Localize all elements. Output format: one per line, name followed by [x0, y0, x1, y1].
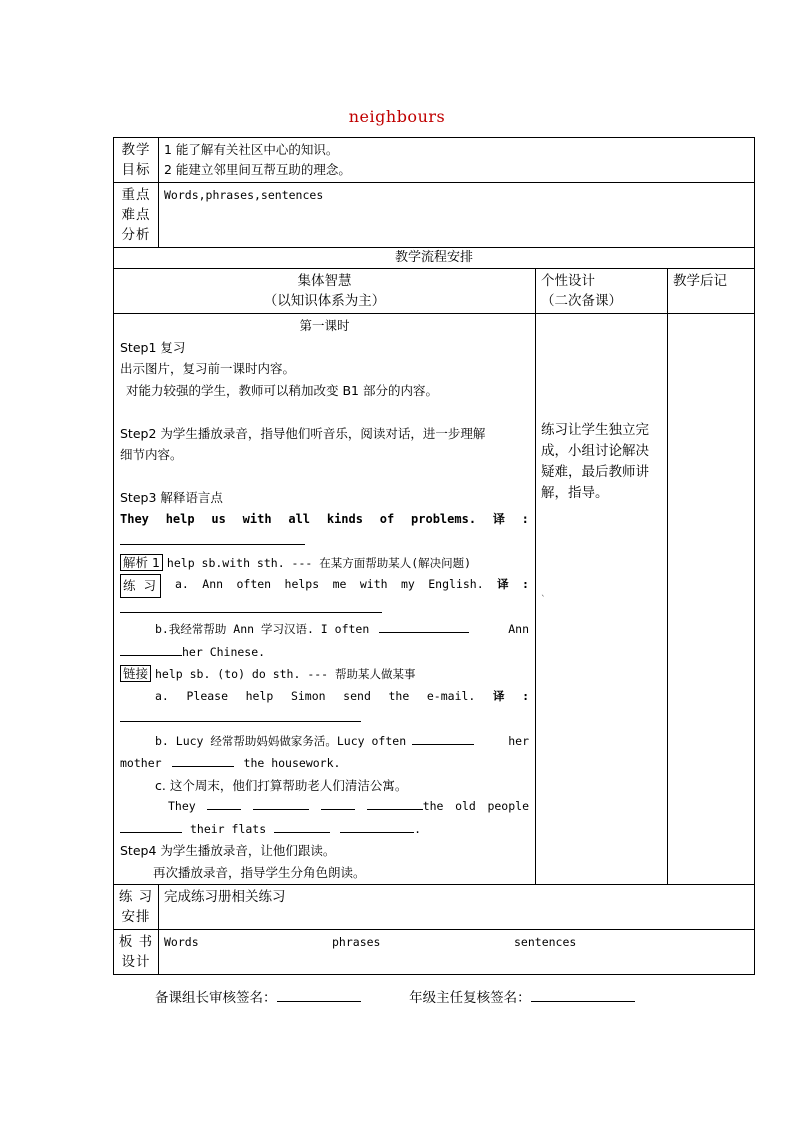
- note-line: 练习让学生独立完: [541, 422, 649, 438]
- word: Simon: [290, 688, 326, 703]
- grade-leader-label: 年级主任复核签名：: [409, 990, 531, 1006]
- link-c-word: They: [168, 799, 196, 813]
- individual-notes: [536, 314, 668, 885]
- link-b-line2: [120, 752, 529, 775]
- objectives-label: [114, 138, 159, 183]
- note-line: 疑难，最后教师讲: [541, 464, 649, 480]
- collective-title: 集体智慧: [297, 273, 352, 289]
- answer-blank: [120, 530, 529, 552]
- lesson-plan-table: [113, 137, 755, 975]
- board-item: Words: [164, 935, 199, 949]
- label-line: 设计: [121, 954, 151, 970]
- practice-a-line: [120, 574, 529, 598]
- lesson-content: [114, 314, 536, 885]
- analysis-line: [120, 552, 529, 575]
- lesson-body-row: [114, 314, 755, 885]
- word: help: [245, 688, 274, 703]
- word: send: [343, 688, 371, 703]
- difficulties-content: Words,phrases,sentences: [159, 183, 755, 248]
- word: :: [521, 511, 529, 526]
- word: Ann: [202, 577, 224, 591]
- link-b-line: [120, 731, 529, 753]
- link-line: [120, 663, 529, 686]
- individual-header: [536, 269, 668, 314]
- fill-blank: [253, 796, 309, 810]
- word: kinds: [326, 511, 363, 526]
- fill-blank: [412, 731, 474, 745]
- signature-footer: [155, 986, 635, 1006]
- link-b-text: b. Lucy 经常帮助妈妈做家务活。Lucy often: [155, 733, 407, 748]
- label-line: 分析: [121, 227, 151, 243]
- objective-item: 2 能建立邻里间互帮互助的理念。: [164, 162, 351, 177]
- answer-blank: [120, 707, 529, 729]
- period-mark: .: [414, 821, 422, 836]
- word: all: [288, 511, 311, 526]
- step1-line: 出示图片，复习前一课时内容。: [120, 361, 296, 376]
- difficulties-label: [114, 183, 159, 248]
- word: a.: [155, 688, 169, 703]
- link-b-word: mother: [120, 756, 162, 770]
- link-b-tail: the housework.: [243, 756, 341, 770]
- word: :: [522, 688, 529, 703]
- answer-blank: [120, 598, 529, 620]
- word: 译: [492, 688, 505, 703]
- practice-b-line2: [120, 641, 529, 664]
- word: the: [388, 688, 410, 703]
- practice-tag: 练 习: [120, 574, 161, 598]
- individual-title: 个性设计: [541, 273, 595, 289]
- spacer: [120, 466, 529, 488]
- fill-blank: [120, 819, 182, 833]
- word: with: [242, 511, 272, 526]
- board-item: phrases: [332, 935, 381, 949]
- word: with: [359, 577, 388, 591]
- board-item: sentences: [514, 935, 577, 949]
- label-line: 安排: [121, 909, 151, 925]
- word: Please: [186, 688, 229, 703]
- practice-content: 完成练习册相关练习: [159, 885, 755, 930]
- collective-header: [114, 269, 536, 314]
- fill-blank: [367, 796, 423, 810]
- link-c-line: c. 这个周末，他们打算帮助老人们清洁公寓。: [155, 777, 408, 793]
- reflection-content: [668, 314, 755, 885]
- word: help: [165, 511, 195, 526]
- objective-item: 1 能了解有关社区中心的知识。: [164, 142, 339, 157]
- document-title: neighbours: [348, 107, 446, 126]
- label-line: 目标: [121, 162, 151, 178]
- link-c-line3: [120, 818, 529, 841]
- flow-header-row: [114, 248, 755, 269]
- word: a.: [174, 577, 189, 591]
- link-c-word: their flats: [189, 821, 267, 836]
- word: 译: [497, 577, 509, 591]
- word: me: [332, 577, 347, 591]
- word: English.: [428, 577, 484, 591]
- label-line: 重点: [121, 187, 151, 203]
- note-line: 成，小组讨论解决: [541, 443, 649, 459]
- objectives-row: [114, 138, 755, 183]
- word: problems.: [411, 511, 477, 526]
- difficulties-row: [114, 183, 755, 248]
- step2-line: Step2 为学生播放录音，指导他们听音乐，阅读对话，进一步理解: [120, 425, 486, 441]
- label-line: 教学: [121, 142, 151, 158]
- example-sentence: [120, 509, 529, 531]
- period-title: 第一课时: [299, 318, 350, 333]
- word: They: [120, 511, 149, 526]
- practice-label: [114, 885, 159, 930]
- step3-title: Step3 解释语言点: [120, 490, 223, 505]
- step1-title: Step1 复习: [120, 339, 186, 355]
- fill-blank: [120, 642, 182, 656]
- practice-b-word: Ann: [508, 622, 529, 636]
- word: my: [400, 577, 415, 591]
- word: the: [422, 799, 444, 813]
- fill-blank: [379, 619, 469, 633]
- practice-row: [114, 885, 755, 930]
- link-tag: 链接: [120, 665, 151, 682]
- practice-b-text: b.我经常帮助 Ann 学习汉语. I often: [155, 622, 370, 636]
- practice-b-tail: her Chinese.: [182, 644, 266, 659]
- label-line: 难点: [121, 207, 151, 223]
- individual-subtitle: （二次备课）: [541, 293, 622, 309]
- word: people: [487, 799, 529, 813]
- word: old: [455, 799, 476, 813]
- word: 译: [492, 511, 505, 526]
- board-content: [159, 930, 755, 975]
- step1-line: 对能力较强的学生，教师可以稍加改变 B1 部分的内容。: [126, 382, 438, 398]
- practice-b-line: [120, 619, 529, 641]
- step2-line: 细节内容。: [120, 447, 183, 462]
- stray-mark: `: [541, 595, 546, 605]
- step4-line: 再次播放录音，指导学生分角色朗读。: [153, 864, 366, 880]
- label-line: 板 书: [118, 934, 154, 950]
- group-leader-signature-line: [277, 988, 361, 1002]
- board-row: [114, 930, 755, 975]
- analysis-text: help sb.with sth. --- 在某方面帮助某人(解决问题): [166, 555, 472, 570]
- label-line: 练 习: [118, 889, 154, 905]
- spacer: [120, 401, 529, 423]
- step4-line: Step4 为学生播放录音，让他们跟读。: [120, 843, 336, 858]
- analysis-tag: 解析 1: [120, 554, 163, 571]
- reflection-header: 教学后记: [668, 269, 755, 314]
- note-line: 解，指导。: [541, 485, 609, 501]
- flow-header: 教学流程安排: [114, 248, 755, 269]
- link-text: help sb. (to) do sth. --- 帮助某人做某事: [155, 667, 416, 681]
- word: often: [236, 577, 272, 591]
- word: of: [379, 511, 395, 526]
- fill-blank: [172, 753, 234, 767]
- collective-subtitle: （以知识体系为主）: [263, 293, 386, 309]
- objectives-content: [159, 138, 755, 183]
- word: helps: [284, 577, 320, 591]
- fill-blank: [274, 819, 330, 833]
- link-a-sentence: [120, 686, 529, 708]
- link-c-line2: [120, 796, 529, 818]
- link-c-tail: [423, 796, 529, 818]
- link-b-word: her: [508, 733, 529, 748]
- word: :: [521, 577, 529, 591]
- fill-blank: [207, 796, 241, 810]
- fill-blank: [340, 819, 414, 833]
- word: e-mail.: [426, 688, 476, 703]
- word: us: [211, 511, 226, 526]
- group-leader-label: 备课组长审核签名：: [155, 990, 277, 1006]
- board-label: [114, 930, 159, 975]
- fill-blank: [321, 796, 355, 810]
- practice-a-sentence: [161, 574, 529, 598]
- column-header-row: [114, 269, 755, 314]
- grade-leader-signature-line: [531, 988, 635, 1002]
